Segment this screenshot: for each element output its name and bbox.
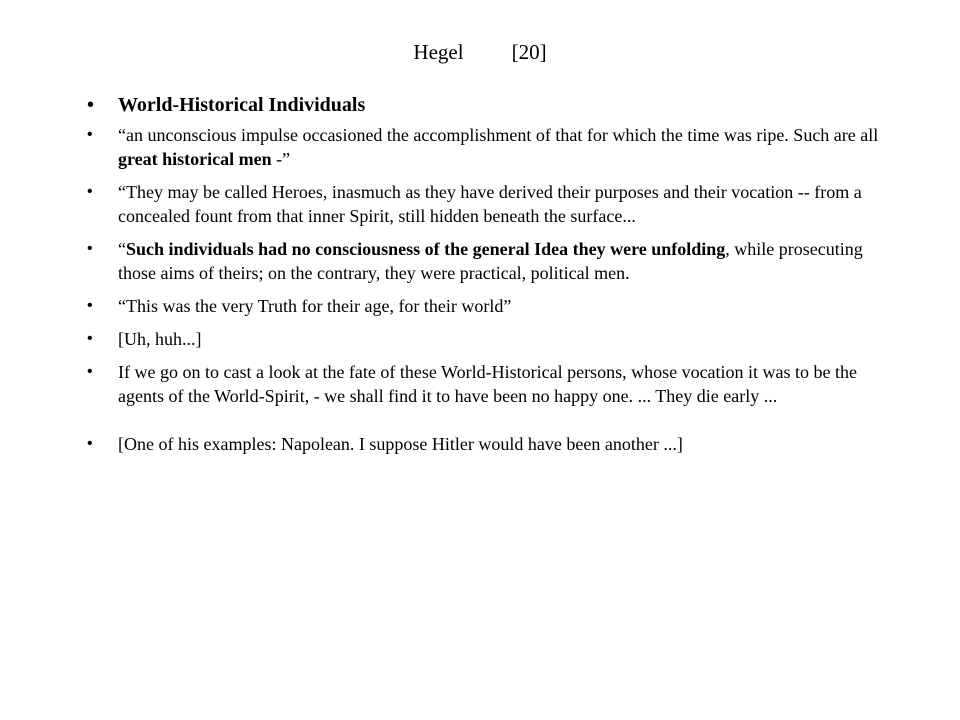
list-item [87,327,887,351]
emphasized-text: great historical men [118,149,272,169]
list-item-heading [87,92,887,118]
list-item-text: “They may be called Heroes, inasmuch as they have derived their purposes and their vocation -- from a concealed fount from that inner Spirit, still hidden beneath the surface... [118,182,862,226]
list-item-text: If we go on to cast a look at the fate of these World-Historical persons, whose vocation it was to be the agents of the World-Spirit, - we shall find it to have been no happy one. ... They die early ... [118,362,858,406]
list-item [87,180,887,228]
list-item [87,123,887,171]
emphasized-text: Such individuals had no consciousness of the general Idea they were unfolding [126,239,726,259]
bullet-icon: • [87,183,93,200]
list-item [87,432,887,456]
bullet-icon: • [87,240,93,257]
list-item [87,237,887,285]
text-segment: -” [271,149,291,169]
heading-text: World-Historical Individuals [118,94,366,116]
bullet-icon: • [87,126,93,143]
text-segment: , while prosecuting those aims of theirs; on the contrary, they were practical, political men. [118,239,863,283]
list-item [87,294,887,318]
list-item [87,360,887,408]
text-segment: “an unconscious impulse occasioned the accomplishment of that for which the time was ripe. Such are all [118,125,879,145]
bullet-icon: • [87,297,93,314]
slide-title-number: [20] [511,40,547,64]
slide-title [0,38,960,66]
bullet-icon: • [87,94,95,116]
list-item-text [118,125,878,169]
text-segment: “ [118,239,126,259]
list-item-text: [One of his examples: Napolean. I suppose Hitler would have been another ...] [118,434,683,454]
bullet-icon: • [87,435,93,452]
list-item-text: [Uh, huh...] [118,329,202,349]
bullet-list [87,92,887,465]
bullet-icon: • [87,363,93,380]
list-item-text [118,239,863,283]
bullet-icon: • [87,330,93,347]
slide-title-name: Hegel [413,40,464,64]
list-item-text: “This was the very Truth for their age, for their world” [118,296,512,316]
